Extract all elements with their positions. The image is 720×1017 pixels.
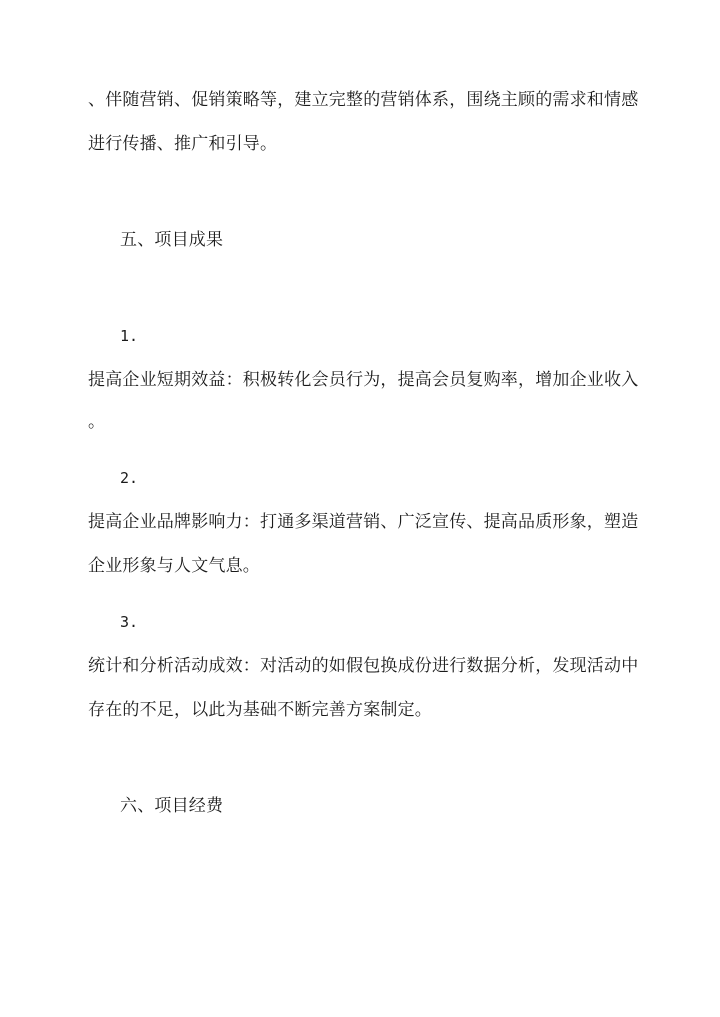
- section-heading: 五、项目成果: [120, 230, 224, 250]
- list-item-text: 企业形象与人文气息。: [88, 556, 260, 576]
- paragraph-line: 、伴随营销、促销策略等，建立完整的营销体系，围绕主顾的需求和情感: [88, 90, 639, 110]
- list-item-text: 提高企业品牌影响力：打通多渠道营销、广泛宣传、提高品质形象，塑造: [88, 512, 639, 532]
- section-heading: 六、项目经费: [120, 796, 224, 816]
- list-item-number: 1.: [120, 327, 139, 345]
- list-item-number: 2.: [120, 469, 139, 487]
- list-item-number: 3.: [120, 613, 139, 631]
- list-item-text: 。: [88, 412, 106, 432]
- list-item-text: 存在的不足，以此为基础不断完善方案制定。: [88, 700, 432, 720]
- list-item-text: 统计和分析活动成效：对活动的如假包换成份进行数据分析，发现活动中: [88, 656, 639, 676]
- paragraph-line: 进行传播、推广和引导。: [88, 134, 278, 154]
- list-item-text: 提高企业短期效益：积极转化会员行为，提高会员复购率，增加企业收入: [88, 370, 639, 390]
